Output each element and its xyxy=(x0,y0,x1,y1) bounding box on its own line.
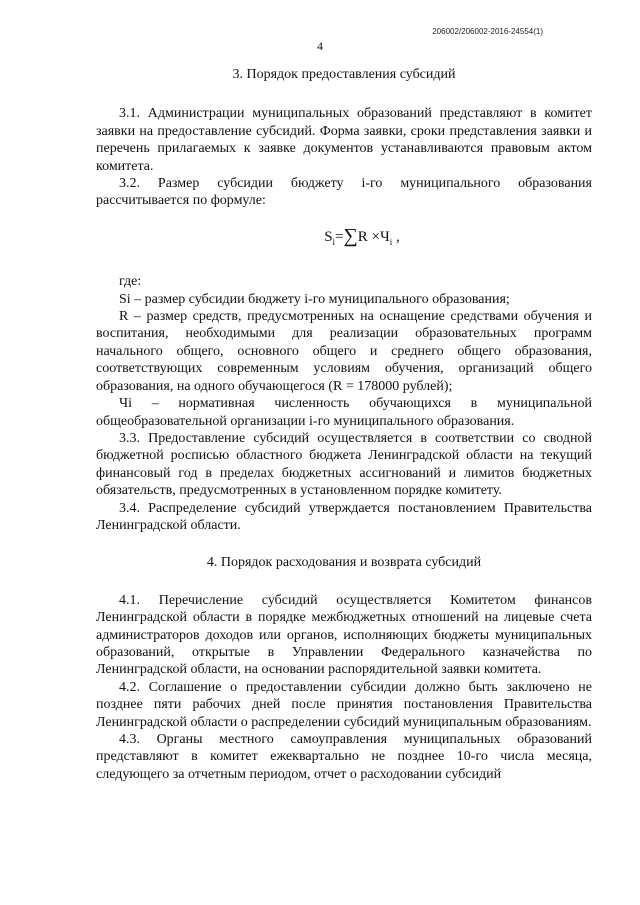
section-4-heading: 4. Порядок расходования и возврата субсидий xyxy=(206,555,482,571)
page-number: 4 xyxy=(317,39,323,53)
paragraph-4-1: 4.1. Перечисление субсидий осуществляется Комитетом финансов Ленинградской области в порядке межбюджетных отношений на лицевые счета администраторов доходов или органов, исполняющих бюджеты муниципальных образований, открытые в Управлении Федерального казначейства по Ленинградской области, на основании распорядительной заявки комитета. xyxy=(96,592,592,678)
definition-r: R – размер средств, предусмотренных на оснащение средствами обучения и воспитания, необходимыми для реализации образовательных программ начального общего, основного общего и среднего общего образования, соответствующих современным условиям обучения, организаций общего образования, на одного обучающегося (R = 178000 рублей); xyxy=(96,309,592,394)
paragraph-3-1: 3.1. Администрации муниципальных образований представляют в комитет заявки на предоставление субсидий. Форма заявки, сроки представления заявки и перечень прилагаемых к заявке документов устанавливаются правовым актом комитета. xyxy=(96,106,592,174)
formula-product: R ×Ч xyxy=(357,228,390,245)
paragraph-3-2: 3.2. Размер субсидии бюджету i-го муниципального образования рассчитывается по формуле: xyxy=(96,176,592,209)
formula-product-subscript: i xyxy=(389,236,393,247)
sigma-symbol: ∑ xyxy=(343,224,358,247)
paragraph-3-4: 3.4. Распределение субсидий утверждается постановлением Правительства Ленинградской области. xyxy=(96,500,592,533)
subsidy-formula xyxy=(132,224,592,251)
document-body xyxy=(96,66,592,783)
paragraph-4-2: 4.2. Соглашение о предоставлении субсидии должно быть заключено не позднее пяти рабочих дней после принятия постановления Правительства Ленинградской области о распределении субсидий муниципальным образованиям. xyxy=(96,679,592,730)
formula-equals: = xyxy=(335,228,344,245)
paragraph-3-3: 3.3. Предоставление субсидий осуществляется в соответствии со сводной бюджетной росписью областного бюджета Ленинградской области на текущий финансовый год в пределах бюджетных ассигнований и лимитов бюджетных обязательств, предусмотренных в установленном порядке комитету. xyxy=(96,430,592,499)
formula-lhs: S xyxy=(324,228,333,245)
paragraph-4-3: 4.3. Органы местного самоуправления муниципальных образований представляют в комитет ежеквартально не позднее 10-го числа месяца, следующего за отчетным периодом, отчет о расходовании субсидий xyxy=(96,732,592,782)
definition-ch: Чi – нормативная численность обучающихся в муниципальной общеобразовательной организации i-го муниципального образования. xyxy=(96,396,592,429)
definition-si: Si – размер субсидии бюджету i-го муниципального образования; xyxy=(119,291,510,307)
formula-tail: , xyxy=(392,228,400,245)
where-label: где: xyxy=(119,274,142,290)
formula-lhs-subscript: i xyxy=(332,236,336,247)
document-id: 206002/206002-2016-24554(1) xyxy=(432,27,543,36)
section-3-heading: 3. Порядок предоставления субсидий xyxy=(232,67,456,82)
